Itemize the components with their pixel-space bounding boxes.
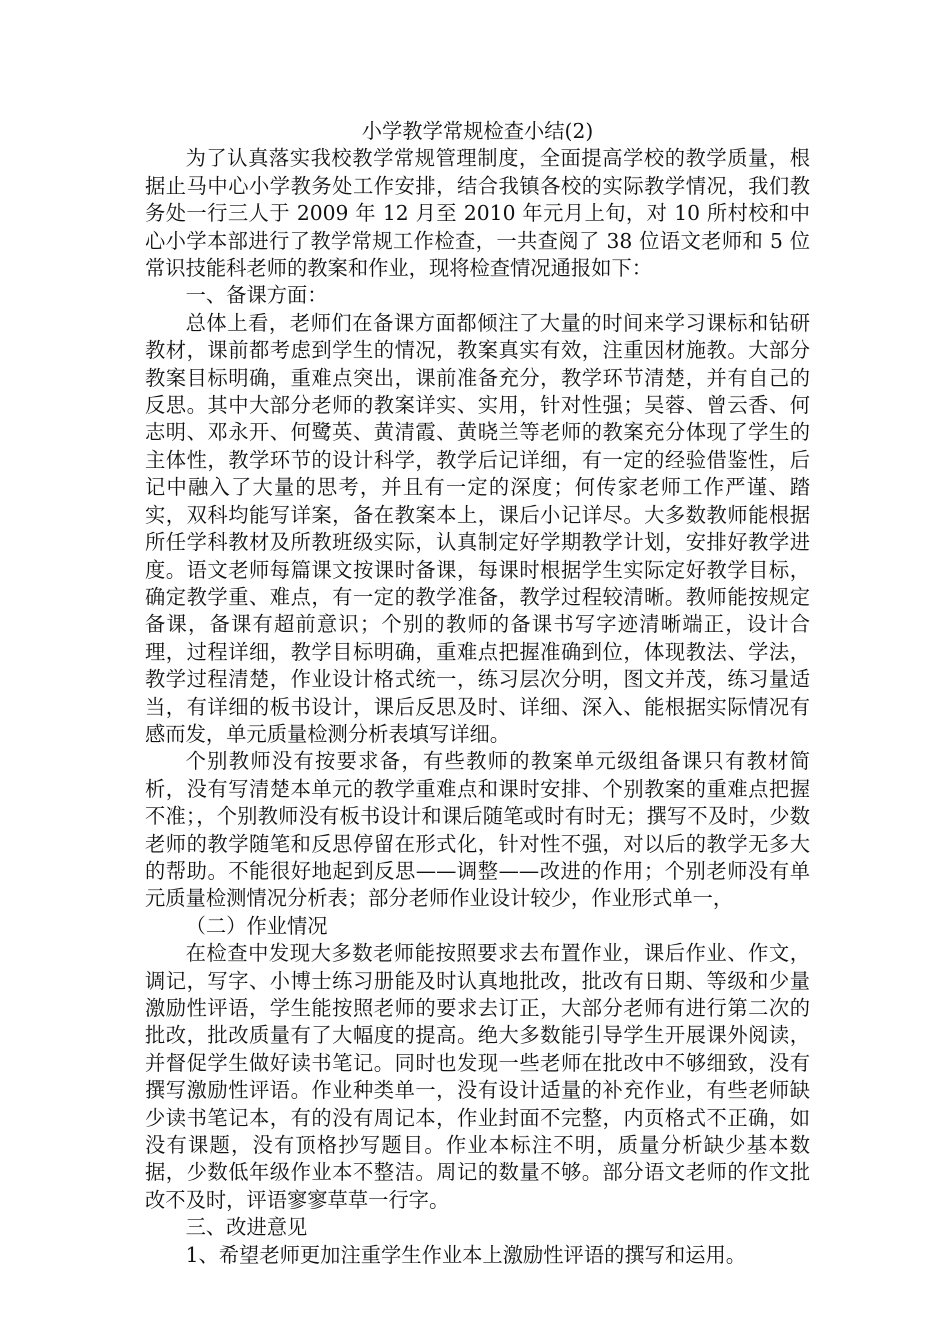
section-heading-improvements: 三、改进意见 xyxy=(185,1215,308,1240)
document-page xyxy=(145,118,810,1269)
intro-paragraph: 为了认真落实我校教学常规管理制度，全面提高学校的教学质量，根据止马中心小学教务处工作安排，结合我镇各校的实际教学情况，我们教务处一行三人于 2009 年 12 月至 2010 年元月上旬，对 10 所村校和中心小学本部进行了教学常规工作检查，一共查阅了 38 位语文老师和 5 位常识技能科老师的教案和作业，现将检查情况通报如下： xyxy=(145,146,810,281)
homework-paragraph: 在检查中发现大多数老师能按照要求去布置作业，课后作业、作文，调记，写字、小博士练习册能及时认真地批改，批改有日期、等级和少量激励性评语，学生能按照老师的要求去订正，大部分老师有进行第二次的批改，批改质量有了大幅度的提高。绝大多数能引导学生开展课外阅读，并督促学生做好读书笔记。同时也发现一些老师在批改中不够细致，没有撰写激励性评语。作业种类单一，没有设计适量的补充作业，有些老师缺少读书笔记本，有的没有周记本，作业封面不完整，内页格式不正确，如没有课题，没有顶格抄写题目。作业本标注不明，质量分析缺少基本数据，少数低年级作业本不整洁。周记的数量不够。部分语文老师的作文批改不及时，评语寥寥草草一行字。 xyxy=(145,941,810,1212)
section-heading-lesson-prep: 一、备课方面： xyxy=(185,283,328,308)
document-title: 小学教学常规检查小结(2) xyxy=(361,119,594,143)
section-heading-homework: （二）作业情况 xyxy=(185,913,328,938)
improvement-item-1: 1、希望老师更加注重学生作业本上激励性评语的撰写和运用。 xyxy=(185,1242,747,1267)
lesson-prep-issues-paragraph: 个别教师没有按要求备，有些教师的教案单元级组备课只有教材简析，没有写清楚本单元的教学重难点和课时安排、个别教案的重难点把握不准；，个别教师没有板书设计和课后随笔或时有时无；撰写不及时，少数老师的教学随笔和反思停留在形式化，针对性不强，对以后的教学无多大的帮助。不能很好地起到反思——调整——改进的作用；个别老师没有单元质量检测情况分析表；部分老师作业设计较少，作业形式单一， xyxy=(145,749,810,911)
lesson-prep-strengths-paragraph: 总体上看，老师们在备课方面都倾注了大量的时间来学习课标和钻研教材，课前都考虑到学生的情况，教案真实有效，注重因材施教。大部分教案目标明确，重难点突出，课前准备充分，教学环节清楚，并有自己的反思。其中大部分老师的教案详实、实用，针对性强；吴蓉、曾云香、何志明、邓永开、何鹭英、黄清霞、黄晓兰等老师的教案充分体现了学生的主体性，教学环节的设计科学，教学后记详细，有一定的经验借鉴性，后记中融入了大量的思考，并且有一定的深度；何传家老师工作严谨、踏实，双科均能写详案，备在教案本上，课后小记详尽。大多数教师能根据所任学科教材及所教班级实际，认真制定好学期教学计划，安排好教学进度。语文老师每篇课文按课时备课，每课时根据学生实际定好教学目标，确定教学重、难点，有一定的教学准备，教学过程较清晰。教师能按规定备课，备课有超前意识；个别的教师的备课书写字迹清晰端正，设计合理，过程详细，教学目标明确，重难点把握准确到位，体现教法、学法，教学过程清楚，作业设计格式统一，练习层次分明，图文并茂，练习量适当，有详细的板书设计，课后反思及时、详细、深入、能根据实际情况有感而发，单元质量检测分析表填写详细。 xyxy=(145,310,810,746)
